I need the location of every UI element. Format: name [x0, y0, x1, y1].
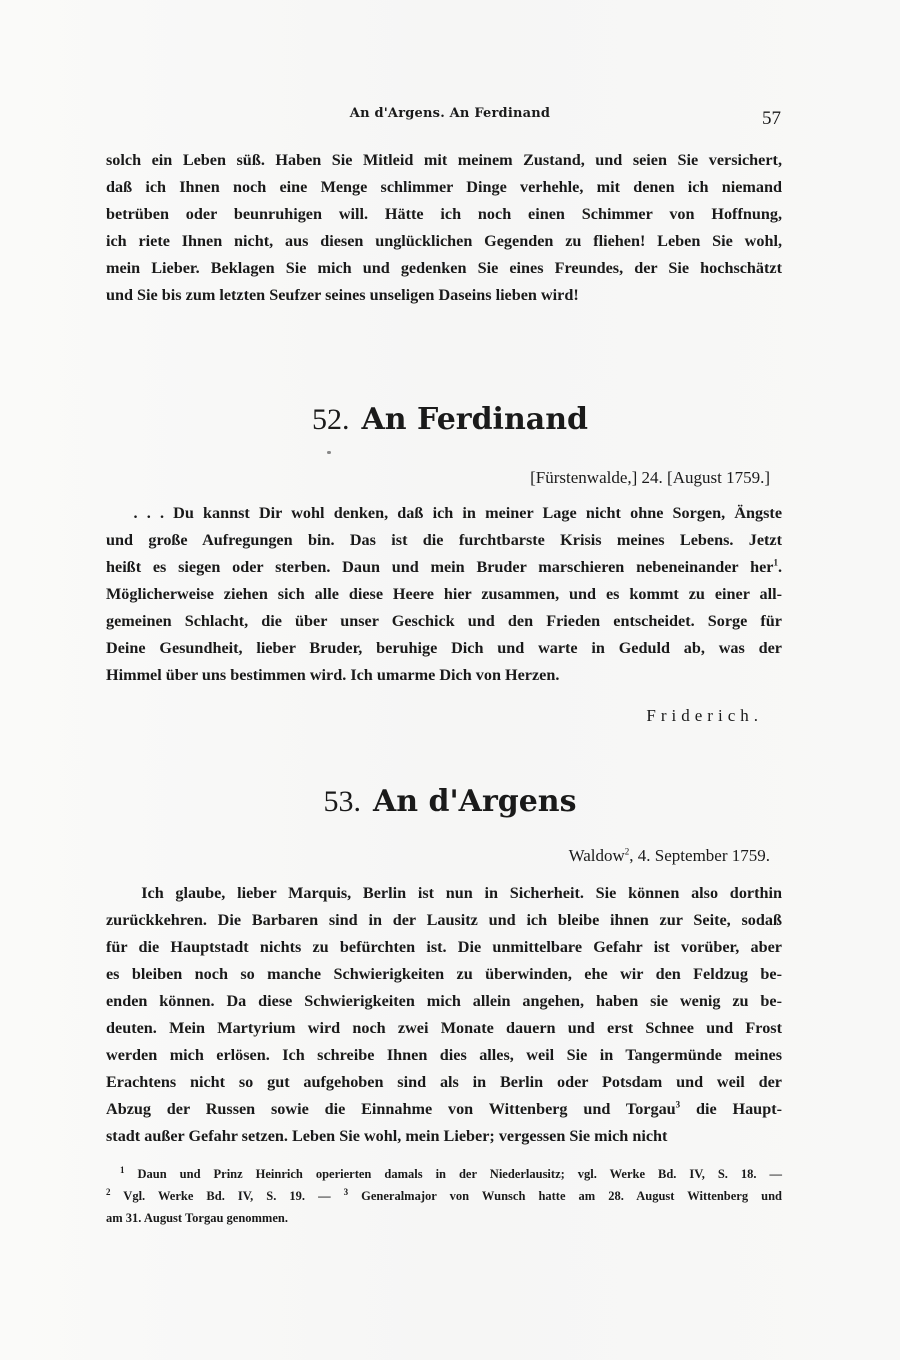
letter-number: 53.	[323, 785, 361, 818]
footnote-mark: 1	[120, 1164, 125, 1175]
text-line	[106, 1096, 782, 1123]
text-line: für die Hauptstadt nichts zu befürchten ist. Die unmittelbare Gefahr ist vorüber, aber	[106, 938, 782, 956]
footnote-mark: 2	[106, 1186, 111, 1197]
text-line: Erachtens nicht so gut aufgehoben sind als in Berlin oder Potsdam und weil der	[106, 1073, 782, 1091]
letter-title-text: An Ferdinand	[361, 402, 588, 437]
letter-53-title	[0, 784, 900, 819]
line-text: Abzug der Russen sowie die Einnahme von Wittenberg und Torgau	[106, 1100, 676, 1118]
running-head: An d'Argens. An Ferdinand	[349, 106, 551, 121]
text-line: gemeinen Schlacht, die über unser Geschick und den Frieden entscheidet. Sorge für	[106, 612, 782, 630]
continuation-paragraph	[106, 147, 782, 309]
footnote-mark: 3	[343, 1186, 349, 1197]
letter-52-body	[106, 500, 782, 689]
footnote-ref[interactable]: 2	[624, 846, 630, 857]
text-line: zurückkehren. Die Barbaren sind in der Lausitz und ich bleibe ihnen zur Seite, sodaß	[106, 911, 782, 929]
footnotes	[106, 1163, 782, 1229]
print-speck	[327, 451, 331, 454]
text-line: . . . Du kannst Dir wohl denken, daß ich in meiner Lage nicht ohne Sorgen, Ängste	[106, 504, 782, 522]
text-line: solch ein Leben süß. Haben Sie Mitleid mit meinem Zustand, und seien Sie versichert,	[106, 151, 782, 169]
page-number: 57	[762, 108, 781, 129]
letter-53-dateline	[569, 846, 770, 866]
text-line: mein Lieber. Beklagen Sie mich und gedenken Sie eines Freundes, der Sie hochschätzt	[106, 259, 782, 277]
text-line: und große Aufregungen bin. Das ist die furchtbarste Krisis meines Lebens. Jetzt	[106, 531, 782, 549]
text-line: betrüben oder beunruhigen will. Hätte ich noch einen Schimmer von Hoffnung,	[106, 205, 782, 223]
text-line: werden mich erlösen. Ich schreibe Ihnen dies alles, weil Sie in Tangermünde meines	[106, 1046, 782, 1064]
text-line: Himmel über uns bestimmen wird. Ich umarme Dich von Herzen.	[106, 666, 560, 684]
line-text: die Haupt-	[680, 1100, 782, 1118]
letter-52-title	[0, 402, 900, 437]
text-line: stadt außer Gefahr setzen. Leben Sie wohl, mein Lieber; vergessen Sie mich nicht	[106, 1127, 668, 1145]
text-line: daß ich Ihnen noch eine Menge schlimmer Dinge verhehle, mit denen ich niemand	[106, 178, 782, 196]
text-line: Deine Gesundheit, lieber Bruder, beruhige Dich und warte in Geduld ab, was der	[106, 639, 782, 657]
text-line	[106, 554, 782, 581]
footnote-text: Daun und Prinz Heinrich operierten damals in der Niederlausitz; vgl. Werke Bd. IV, S. 18. —	[124, 1167, 782, 1181]
text-line: es bleiben noch so manche Schwierigkeiten zu überwinden, ehe wir den Feldzug be-	[106, 965, 782, 983]
text-line: und Sie bis zum letzten Seufzer seines unseligen Daseins lieben wird!	[106, 286, 579, 304]
signature: Friderich.	[646, 706, 763, 725]
text-line: deuten. Mein Martyrium wird noch zwei Monate dauern und erst Schnee und Frost	[106, 1019, 782, 1037]
letter-53-body	[106, 880, 782, 1150]
footnote-ref[interactable]: 1	[773, 557, 778, 568]
dateline-place: Waldow	[568, 846, 625, 865]
line-text: heißt es siegen oder sterben. Daun und mein Bruder marschieren nebeneinander her	[106, 558, 774, 576]
footnote-text: Vgl. Werke Bd. IV, S. 19. —	[110, 1189, 344, 1203]
punctuation: .	[777, 558, 782, 576]
footnote-2-3	[106, 1185, 782, 1207]
text-line: ich riete Ihnen nicht, aus diesen unglücklichen Gegenden zu fliehen! Leben Sie wohl,	[106, 232, 782, 250]
footnote-3-continued: am 31. August Torgau genommen.	[106, 1211, 288, 1225]
footnote-1	[106, 1163, 782, 1185]
text-line: Ich glaube, lieber Marquis, Berlin ist nun in Sicherheit. Sie können also dorthin	[106, 884, 782, 902]
dateline-date: , 4. September 1759.	[629, 846, 770, 865]
letter-52-dateline: [Fürstenwalde,] 24. [August 1759.]	[530, 468, 770, 487]
text-line: enden können. Da diese Schwierigkeiten mich allein angehen, haben sie wenig zu be-	[106, 992, 782, 1010]
footnote-ref[interactable]: 3	[675, 1099, 681, 1110]
letter-title-text: An d'Argens	[372, 784, 577, 819]
footnote-text: Generalmajor von Wunsch hatte am 28. August Wittenberg und	[348, 1189, 782, 1203]
text-line: Möglicherweise ziehen sich alle diese Heere hier zusammen, und es kommt zu einer all-	[106, 585, 782, 603]
letter-number: 52.	[312, 403, 350, 436]
